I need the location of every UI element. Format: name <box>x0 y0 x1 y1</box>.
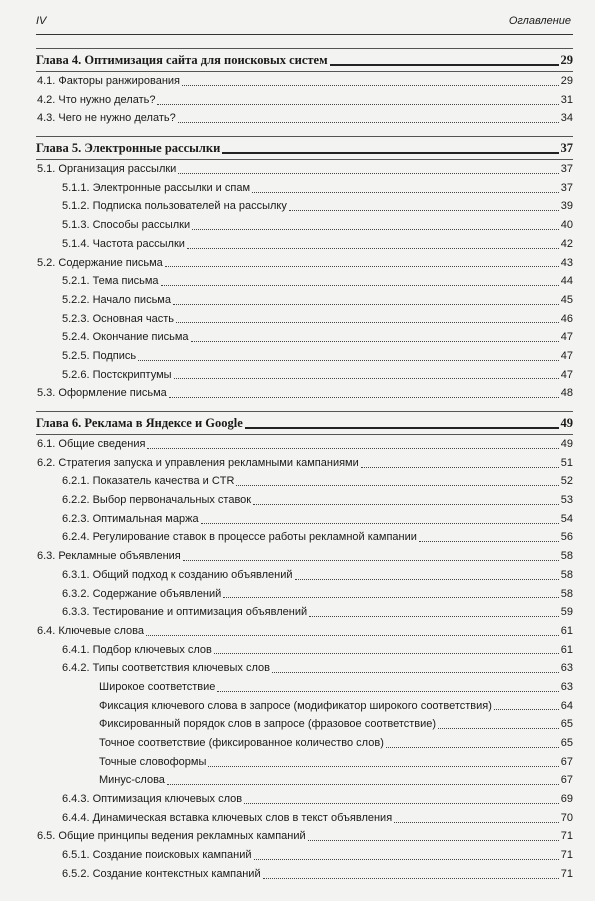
toc-entry-title: 6.3.3. Тестирование и оптимизация объявлений <box>62 606 308 619</box>
toc-entry-title: 6.4. Ключевые слова <box>37 624 145 637</box>
toc-entry-title: 4.1. Факторы ранжирования <box>37 75 180 87</box>
toc-entry[interactable] <box>36 771 573 790</box>
toc-entry-page: 46 <box>560 312 573 325</box>
toc-entry-page: 56 <box>560 531 573 544</box>
toc-entry[interactable] <box>36 753 573 772</box>
dot-leader <box>494 709 559 710</box>
dot-leader <box>187 248 559 249</box>
toc-entry-title: 6.4.1. Подбор ключевых слов <box>62 643 212 656</box>
toc-entry[interactable] <box>36 435 573 454</box>
dot-leader <box>169 397 559 398</box>
toc-entry-title: Глава 6. Реклама в Яндексе и Google <box>36 416 243 430</box>
toc-entry[interactable] <box>36 472 573 491</box>
toc-entry-page: 47 <box>560 368 573 381</box>
toc-entry-title: 5.1.2. Подписка пользователей на рассылку <box>62 200 287 213</box>
page-number: IV <box>36 15 47 27</box>
dot-leader <box>138 360 559 361</box>
toc-entry[interactable] <box>36 603 573 622</box>
toc-entry-page: 42 <box>560 237 573 250</box>
toc-entry-page: 52 <box>560 475 573 488</box>
dot-leader <box>272 672 559 673</box>
dot-leader <box>254 859 559 860</box>
toc-entry-title: 6.2.2. Выбор первоначальных ставок <box>62 494 252 507</box>
table-of-contents <box>36 48 573 884</box>
toc-entry-title: 6.5. Общие принципы ведения рекламных кампаний <box>37 830 306 843</box>
toc-entry-title: 5.1.4. Частота рассылки <box>62 237 185 250</box>
toc-entry-page: 44 <box>560 275 573 288</box>
toc-entry-title: Точное соответствие (фиксированное количество слов) <box>99 737 384 749</box>
toc-entry[interactable] <box>36 91 573 110</box>
dot-leader <box>178 173 558 174</box>
toc-entry-page: 67 <box>560 755 573 768</box>
toc-entry-title: 5.2.5. Подпись <box>62 349 137 362</box>
toc-entry-title: 4.3. Чего не нужно делать? <box>37 112 176 125</box>
toc-entry-page: 47 <box>560 331 573 344</box>
toc-entry-page: 70 <box>560 811 573 824</box>
toc-entry-page: 37 <box>560 181 573 194</box>
toc-entry-page: 49 <box>560 438 573 450</box>
toc-entry-title: 5.1.3. Способы рассылки <box>62 219 191 232</box>
chapter-spacer <box>36 403 573 411</box>
toc-entry-title: 5.2.4. Окончание письма <box>62 331 189 344</box>
toc-entry[interactable] <box>36 827 573 846</box>
toc-entry-page: 54 <box>560 512 573 525</box>
toc-entry[interactable] <box>36 547 573 566</box>
toc-entry-title: Широкое соответствие <box>99 680 216 693</box>
toc-entry-title: Фиксация ключевого слова в запросе (модификатор широкого соответствия) <box>99 699 492 712</box>
dot-leader <box>183 560 559 561</box>
dot-leader <box>192 229 559 230</box>
dot-leader <box>174 378 559 379</box>
toc-entry-title: 4.2. Что нужно делать? <box>37 93 156 106</box>
toc-entry[interactable] <box>36 291 573 310</box>
toc-entry-page: 58 <box>560 587 573 600</box>
dot-leader <box>309 616 559 617</box>
toc-entry-page: 67 <box>560 774 573 787</box>
dot-leader <box>222 152 558 154</box>
toc-entry-title: 6.4.2. Типы соответствия ключевых слов <box>62 662 270 675</box>
toc-entry-page: 37 <box>560 163 573 176</box>
toc-entry[interactable] <box>36 641 573 660</box>
toc-entry-page: 63 <box>560 680 573 693</box>
toc-entry-title: 5.2.3. Основная часть <box>62 312 174 325</box>
dot-leader <box>386 747 559 748</box>
dot-leader <box>308 840 559 841</box>
toc-entry-page: 53 <box>560 494 573 507</box>
toc-entry[interactable] <box>36 347 573 366</box>
toc-entry[interactable] <box>36 491 573 510</box>
toc-entry-title: Минус-слова <box>99 774 165 787</box>
dot-leader <box>201 523 559 524</box>
dot-leader <box>253 504 559 505</box>
toc-entry[interactable] <box>36 585 573 604</box>
toc-entry-page: 65 <box>560 737 573 749</box>
toc-entry[interactable] <box>36 865 573 884</box>
toc-entry-title: 6.2.1. Показатель качества и CTR <box>62 475 235 488</box>
toc-entry-title: 6.5.2. Создание контекстных кампаний <box>62 867 261 880</box>
toc-entry-title: 6.2.4. Регулирование ставок в процессе работы рекламной кампании <box>62 531 417 544</box>
toc-entry[interactable] <box>36 328 573 347</box>
dot-leader <box>330 64 559 66</box>
dot-leader <box>182 85 559 86</box>
toc-entry[interactable] <box>36 510 573 529</box>
dot-leader <box>173 304 559 305</box>
toc-entry[interactable] <box>36 160 573 179</box>
toc-entry[interactable] <box>36 384 573 403</box>
toc-entry-page: 34 <box>560 112 573 125</box>
toc-entry-page: 63 <box>560 662 573 675</box>
dot-leader <box>361 467 559 468</box>
toc-entry-page: 31 <box>560 93 573 106</box>
toc-entry-page: 51 <box>560 456 573 469</box>
toc-entry-title: 5.3. Оформление письма <box>37 387 167 400</box>
dot-leader <box>178 122 559 123</box>
toc-entry-page: 65 <box>560 718 573 731</box>
toc-entry[interactable] <box>36 235 573 254</box>
toc-entry-page: 48 <box>560 387 573 400</box>
toc-chapter[interactable] <box>36 137 573 159</box>
dot-leader <box>244 803 559 804</box>
toc-entry[interactable] <box>36 790 573 809</box>
toc-entry[interactable] <box>36 254 573 273</box>
toc-entry-page: 45 <box>560 293 573 306</box>
toc-entry[interactable] <box>36 272 573 291</box>
dot-leader <box>245 427 559 429</box>
toc-entry-title: 6.3.1. Общий подход к созданию объявлений <box>62 568 293 581</box>
dot-leader <box>419 541 559 542</box>
toc-chapter[interactable] <box>36 49 573 71</box>
toc-entry[interactable] <box>36 109 573 128</box>
toc-entry-page: 69 <box>560 793 573 806</box>
toc-entry-page: 29 <box>560 53 573 67</box>
toc-entry-title: Глава 4. Оптимизация сайта для поисковых систем <box>36 53 328 67</box>
dot-leader <box>208 766 558 767</box>
toc-entry-title: Фиксированный порядок слов в запросе (фразовое соответствие) <box>99 718 437 731</box>
dot-leader <box>157 104 558 105</box>
toc-entry[interactable] <box>36 678 573 697</box>
toc-entry-page: 61 <box>560 643 573 656</box>
toc-entry[interactable] <box>36 734 573 753</box>
dot-leader <box>252 192 559 193</box>
toc-entry[interactable] <box>36 179 573 198</box>
dot-leader <box>295 579 559 580</box>
running-title: Оглавление <box>508 15 571 27</box>
dot-leader <box>146 635 559 636</box>
toc-entry-title: Точные словоформы <box>99 755 207 768</box>
dot-leader <box>165 266 559 267</box>
dot-leader <box>167 784 559 785</box>
toc-entry-title: Глава 5. Электронные рассылки <box>36 141 221 156</box>
toc-entry[interactable] <box>36 809 573 828</box>
toc-entry[interactable] <box>36 697 573 716</box>
toc-entry-page: 58 <box>560 550 573 563</box>
page-header <box>36 12 573 35</box>
dot-leader <box>394 822 559 823</box>
toc-entry-page: 71 <box>560 830 573 843</box>
dot-leader <box>176 322 559 323</box>
toc-entry-page: 71 <box>560 867 573 880</box>
toc-entry[interactable] <box>36 715 573 734</box>
toc-entry-page: 40 <box>560 219 573 232</box>
toc-entry-title: 6.1. Общие сведения <box>37 438 146 450</box>
dot-leader <box>223 597 558 598</box>
toc-entry-page: 49 <box>560 416 573 430</box>
toc-entry-title: 5.1.1. Электронные рассылки и спам <box>62 181 251 194</box>
toc-entry-page: 71 <box>560 849 573 862</box>
toc-entry[interactable] <box>36 310 573 329</box>
dot-leader <box>147 448 558 449</box>
toc-entry[interactable] <box>36 454 573 473</box>
toc-entry-title: 5.1. Организация рассылки <box>37 163 177 176</box>
toc-entry-title: 5.2.6. Постскриптумы <box>62 368 172 381</box>
toc-entry[interactable] <box>36 622 573 641</box>
toc-entry-page: 37 <box>560 141 573 156</box>
toc-entry-page: 58 <box>560 568 573 581</box>
dot-leader <box>191 341 559 342</box>
toc-entry[interactable] <box>36 566 573 585</box>
toc-entry-title: 6.2.3. Оптимальная маржа <box>62 512 199 525</box>
chapter-spacer <box>36 128 573 136</box>
toc-entry-title: 5.2.1. Тема письма <box>62 275 159 288</box>
toc-entry[interactable] <box>36 216 573 235</box>
dot-leader <box>214 653 559 654</box>
toc-entry-page: 47 <box>560 349 573 362</box>
toc-entry-page: 61 <box>560 624 573 637</box>
dot-leader <box>161 285 559 286</box>
toc-entry-title: 6.3. Рекламные объявления <box>37 550 181 563</box>
toc-entry-title: 6.4.4. Динамическая вставка ключевых слов в текст объявления <box>62 811 393 824</box>
toc-entry[interactable] <box>36 528 573 547</box>
toc-entry-page: 59 <box>560 606 573 619</box>
toc-entry-title: 6.4.3. Оптимизация ключевых слов <box>62 793 243 806</box>
toc-entry-title: 6.2. Стратегия запуска и управления рекламными кампаниями <box>37 456 359 469</box>
toc-entry[interactable] <box>36 197 573 216</box>
toc-entry-page: 29 <box>560 75 573 87</box>
toc-entry-title: 5.2.2. Начало письма <box>62 293 171 306</box>
toc-entry-title: 6.5.1. Создание поисковых кампаний <box>62 849 252 862</box>
toc-entry-page: 43 <box>560 256 573 269</box>
toc-entry-title: 6.3.2. Содержание объявлений <box>62 587 222 600</box>
toc-entry[interactable] <box>36 659 573 678</box>
toc-entry[interactable] <box>36 846 573 865</box>
toc-entry[interactable] <box>36 366 573 385</box>
toc-chapter[interactable] <box>36 412 573 434</box>
toc-entry-title: 5.2. Содержание письма <box>37 256 163 269</box>
dot-leader <box>289 210 559 211</box>
toc-entry-page: 64 <box>560 699 573 712</box>
dot-leader <box>236 485 558 486</box>
toc-entry-page: 39 <box>560 200 573 213</box>
toc-entry[interactable] <box>36 72 573 91</box>
dot-leader <box>263 878 559 879</box>
dot-leader <box>217 691 558 692</box>
dot-leader <box>438 728 559 729</box>
